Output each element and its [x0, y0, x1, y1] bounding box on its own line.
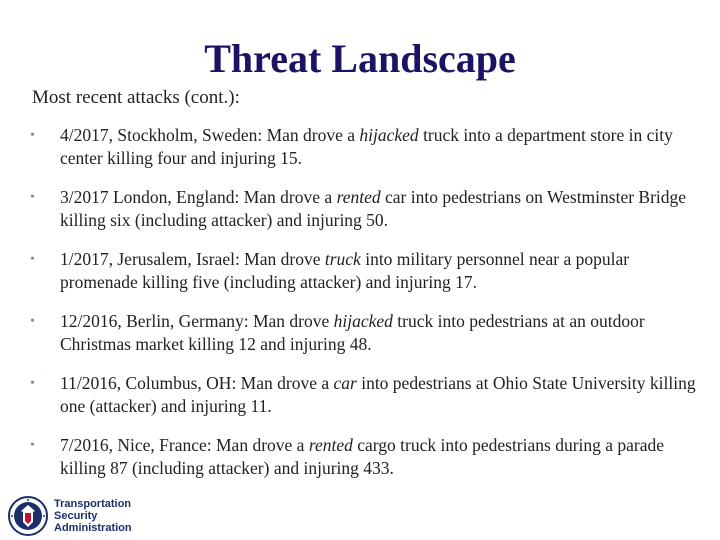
- attack-text-post: truck into a department store in city center killing four and injuring 15.: [60, 125, 673, 168]
- attack-text-post: into pedestrians at Ohio State University killing one (attacker) and injuring 11.: [60, 373, 696, 416]
- attack-text-pre: 12/2016, Berlin, Germany: Man drove: [60, 311, 334, 331]
- attack-item: [30, 310, 700, 356]
- bullet-icon: •: [30, 438, 35, 453]
- tsa-wordmark-line: Transportation: [54, 498, 132, 510]
- attack-text-em: hijacked: [333, 311, 393, 331]
- attack-item: [30, 372, 700, 418]
- attack-text-em: truck: [324, 249, 361, 269]
- attack-text-post: into military personnel near a popular promenade killing five (including attacker) and injuring 17.: [60, 249, 630, 292]
- attack-text-em: hijacked: [359, 125, 419, 145]
- attack-text-pre: 11/2016, Columbus, OH: Man drove a: [60, 373, 334, 393]
- attack-item: [30, 434, 700, 480]
- attack-text-post: cargo truck into pedestrians during a parade killing 87 (including attacker) and injuring 433.: [60, 435, 665, 478]
- attack-list: [30, 124, 700, 496]
- attack-item: [30, 248, 700, 294]
- bullet-icon: •: [30, 190, 35, 205]
- tsa-logo: [8, 496, 132, 536]
- bullet-icon: •: [30, 376, 35, 391]
- tsa-wordmark: [54, 498, 132, 534]
- bullet-icon: •: [30, 314, 35, 329]
- tsa-wordmark-line: Administration: [54, 522, 132, 534]
- attack-text-post: car into pedestrians on Westminster Bridge killing six (including attacker) and injuring 50.: [60, 187, 687, 230]
- attack-text-post: truck into pedestrians at an outdoor Christmas market killing 12 and injuring 48.: [60, 311, 645, 354]
- bullet-icon: •: [30, 128, 35, 143]
- slide-subtitle: Most recent attacks (cont.):: [32, 87, 240, 108]
- attack-text-pre: 1/2017, Jerusalem, Israel: Man drove: [60, 249, 325, 269]
- attack-text-em: rented: [336, 187, 381, 207]
- slide-title: Threat Landscape: [204, 36, 516, 81]
- attack-text-em: car: [333, 373, 357, 393]
- attack-item: [30, 186, 700, 232]
- attack-text-pre: 7/2016, Nice, France: Man drove a: [60, 435, 309, 455]
- attack-text-pre: 4/2017, Stockholm, Sweden: Man drove a: [60, 125, 360, 145]
- dhs-seal-icon: [8, 496, 48, 536]
- tsa-wordmark-line: Security: [54, 510, 98, 522]
- bullet-icon: •: [30, 252, 35, 267]
- attack-text-pre: 3/2017 London, England: Man drove a: [60, 187, 337, 207]
- attack-item: [30, 124, 700, 170]
- attack-text-em: rented: [308, 435, 353, 455]
